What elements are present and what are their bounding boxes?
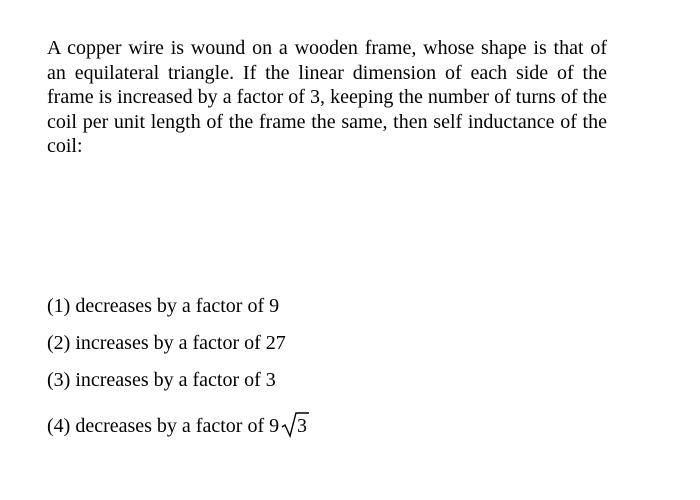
radicand: 3 (297, 415, 308, 437)
option-3[interactable]: (3) increases by a factor of 3 (47, 369, 276, 391)
question-text: A copper wire is wound on a wooden frame, whose shape is that of an equilateral triangle. If the linear dimension of each side of the frame is increased by a factor of 3, keeping the number of turns of the coil per unit length of the frame the same, then self inductance of the coil: (47, 37, 607, 157)
option-1[interactable]: (1) decreases by a factor of 9 (47, 295, 280, 317)
option-2[interactable]: (2) increases by a factor of 27 (47, 332, 286, 354)
square-root-icon (280, 410, 310, 438)
option-4[interactable] (47, 410, 310, 438)
option-4-label: (4) decreases by a factor of 9 (47, 415, 280, 437)
square-root-expression (280, 410, 310, 438)
